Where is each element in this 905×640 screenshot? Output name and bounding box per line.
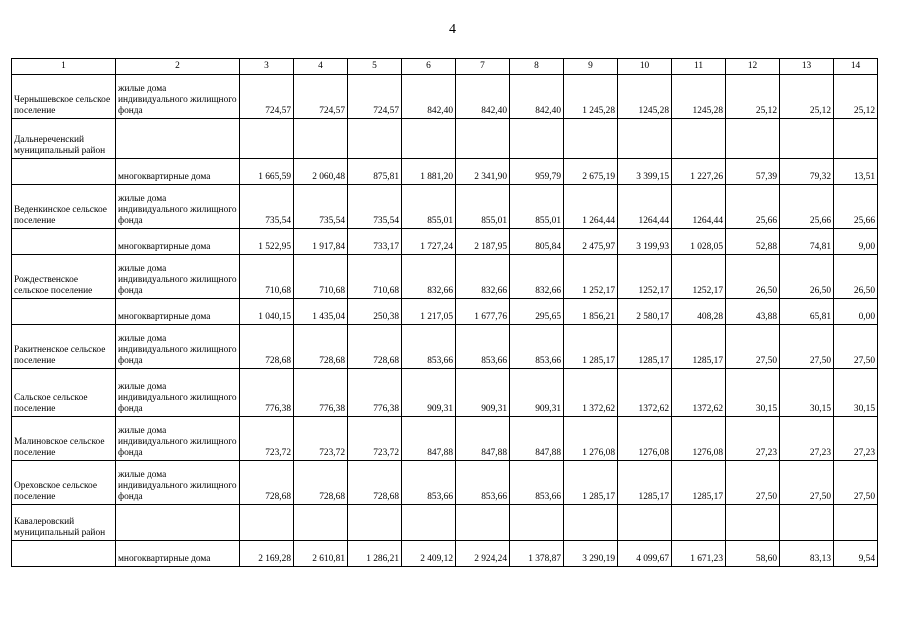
value-cell: 1 264,44 [564, 185, 618, 229]
value-cell: 1285,17 [618, 461, 672, 505]
housing-type-cell: жилые дома индивидуального жилищного фонда [116, 75, 240, 119]
table-row [12, 119, 878, 159]
housing-type-cell: многоквартирные дома [116, 541, 240, 567]
value-cell: 1372,62 [672, 369, 726, 417]
value-cell: 25,12 [780, 75, 834, 119]
value-cell: 728,68 [294, 325, 348, 369]
value-cell: 74,81 [780, 229, 834, 255]
value-cell: 2 060,48 [294, 159, 348, 185]
table-row [12, 299, 878, 325]
value-cell: 847,88 [510, 417, 564, 461]
value-cell: 1 276,08 [564, 417, 618, 461]
value-cell: 1372,62 [618, 369, 672, 417]
value-cell: 723,72 [294, 417, 348, 461]
value-cell: 853,66 [402, 325, 456, 369]
value-cell: 728,68 [240, 461, 294, 505]
value-cell: 1 378,87 [510, 541, 564, 567]
value-cell [456, 119, 510, 159]
value-cell: 2 610,81 [294, 541, 348, 567]
value-cell: 27,50 [780, 461, 834, 505]
header-cell-5: 5 [348, 59, 402, 75]
value-cell: 1 372,62 [564, 369, 618, 417]
value-cell [780, 119, 834, 159]
housing-type-cell: многоквартирные дома [116, 299, 240, 325]
value-cell: 2 341,90 [456, 159, 510, 185]
value-cell: 9,54 [834, 541, 878, 567]
header-cell-13: 13 [780, 59, 834, 75]
value-cell: 724,57 [240, 75, 294, 119]
value-cell: 2 675,19 [564, 159, 618, 185]
value-cell: 1 245,28 [564, 75, 618, 119]
value-cell: 710,68 [348, 255, 402, 299]
header-cell-8: 8 [510, 59, 564, 75]
value-cell: 25,66 [726, 185, 780, 229]
header-cell-14: 14 [834, 59, 878, 75]
table-row [12, 159, 878, 185]
value-cell: 1 677,76 [456, 299, 510, 325]
value-cell: 65,81 [780, 299, 834, 325]
value-cell: 855,01 [402, 185, 456, 229]
settlement-cell [12, 229, 116, 255]
value-cell: 1 671,23 [672, 541, 726, 567]
settlement-cell [12, 299, 116, 325]
value-cell [240, 505, 294, 541]
value-cell: 1276,08 [672, 417, 726, 461]
settlement-cell: Ореховское сельское поселение [12, 461, 116, 505]
value-cell: 30,15 [726, 369, 780, 417]
value-cell [402, 505, 456, 541]
value-cell: 1 881,20 [402, 159, 456, 185]
value-cell: 1 286,21 [348, 541, 402, 567]
housing-type-cell: жилые дома индивидуального жилищного фонда [116, 369, 240, 417]
housing-type-cell: жилые дома индивидуального жилищного фонда [116, 255, 240, 299]
value-cell [672, 119, 726, 159]
housing-type-cell: жилые дома индивидуального жилищного фонда [116, 185, 240, 229]
settlement-cell: Сальское сельское поселение [12, 369, 116, 417]
value-cell [564, 119, 618, 159]
value-cell [510, 505, 564, 541]
value-cell: 27,50 [726, 461, 780, 505]
value-cell: 853,66 [456, 461, 510, 505]
housing-type-cell: жилые дома индивидуального жилищного фонда [116, 417, 240, 461]
value-cell: 2 580,17 [618, 299, 672, 325]
value-cell: 27,23 [834, 417, 878, 461]
value-cell [618, 119, 672, 159]
value-cell [240, 119, 294, 159]
value-cell: 295,65 [510, 299, 564, 325]
table-body [12, 75, 878, 567]
table-row [12, 255, 878, 299]
value-cell: 4 099,67 [618, 541, 672, 567]
value-cell: 1264,44 [672, 185, 726, 229]
value-cell [834, 505, 878, 541]
value-cell: 1252,17 [618, 255, 672, 299]
value-cell: 2 924,24 [456, 541, 510, 567]
value-cell: 408,28 [672, 299, 726, 325]
value-cell: 842,40 [402, 75, 456, 119]
settlement-cell: Чернышевское сельское поселение [12, 75, 116, 119]
header-cell-1: 1 [12, 59, 116, 75]
value-cell: 1276,08 [618, 417, 672, 461]
settlement-cell: Веденкинское сельское поселение [12, 185, 116, 229]
value-cell: 1252,17 [672, 255, 726, 299]
table-row [12, 461, 878, 505]
value-cell: 853,66 [456, 325, 510, 369]
value-cell: 2 409,12 [402, 541, 456, 567]
value-cell [510, 119, 564, 159]
value-cell: 853,66 [402, 461, 456, 505]
value-cell: 1 252,17 [564, 255, 618, 299]
housing-type-cell [116, 505, 240, 541]
value-cell: 847,88 [456, 417, 510, 461]
header-cell-6: 6 [402, 59, 456, 75]
housing-type-cell [116, 119, 240, 159]
value-cell: 1 040,15 [240, 299, 294, 325]
value-cell: 1 522,95 [240, 229, 294, 255]
value-cell: 842,40 [456, 75, 510, 119]
header-row [12, 59, 878, 75]
value-cell: 1 856,21 [564, 299, 618, 325]
value-cell [348, 119, 402, 159]
housing-type-cell: жилые дома индивидуального жилищного фонда [116, 461, 240, 505]
value-cell [294, 119, 348, 159]
value-cell [618, 505, 672, 541]
table-row [12, 75, 878, 119]
value-cell: 2 187,95 [456, 229, 510, 255]
header-cell-10: 10 [618, 59, 672, 75]
settlement-cell: Малиновское сельское поселение [12, 417, 116, 461]
settlement-cell: Ракитненское сельское поселение [12, 325, 116, 369]
value-cell: 25,12 [834, 75, 878, 119]
value-cell [402, 119, 456, 159]
value-cell: 724,57 [348, 75, 402, 119]
value-cell: 1 727,24 [402, 229, 456, 255]
table-row [12, 369, 878, 417]
header-cell-3: 3 [240, 59, 294, 75]
value-cell: 875,81 [348, 159, 402, 185]
value-cell: 27,23 [726, 417, 780, 461]
value-cell: 58,60 [726, 541, 780, 567]
value-cell: 776,38 [294, 369, 348, 417]
value-cell: 776,38 [348, 369, 402, 417]
value-cell: 0,00 [834, 299, 878, 325]
value-cell: 27,50 [834, 461, 878, 505]
value-cell: 9,00 [834, 229, 878, 255]
value-cell: 832,66 [456, 255, 510, 299]
value-cell: 909,31 [510, 369, 564, 417]
table-row [12, 185, 878, 229]
value-cell: 735,54 [240, 185, 294, 229]
value-cell: 25,66 [780, 185, 834, 229]
value-cell: 832,66 [402, 255, 456, 299]
table-header [12, 59, 878, 75]
header-cell-11: 11 [672, 59, 726, 75]
value-cell: 2 169,28 [240, 541, 294, 567]
header-cell-7: 7 [456, 59, 510, 75]
settlement-cell: Рождественское сельское поселение [12, 255, 116, 299]
value-cell: 27,50 [726, 325, 780, 369]
value-cell: 776,38 [240, 369, 294, 417]
value-cell: 1285,17 [672, 461, 726, 505]
value-cell: 735,54 [294, 185, 348, 229]
value-cell: 25,66 [834, 185, 878, 229]
value-cell: 855,01 [456, 185, 510, 229]
housing-type-cell: многоквартирные дома [116, 229, 240, 255]
value-cell: 1245,28 [672, 75, 726, 119]
value-cell [834, 119, 878, 159]
settlement-cell [12, 541, 116, 567]
value-cell: 52,88 [726, 229, 780, 255]
value-cell: 710,68 [240, 255, 294, 299]
value-cell: 1 227,26 [672, 159, 726, 185]
tariff-table [11, 58, 878, 567]
value-cell: 805,84 [510, 229, 564, 255]
value-cell: 26,50 [726, 255, 780, 299]
table-row [12, 505, 878, 541]
value-cell: 909,31 [402, 369, 456, 417]
table-row [12, 229, 878, 255]
value-cell: 853,66 [510, 461, 564, 505]
value-cell: 1 217,05 [402, 299, 456, 325]
value-cell: 1 028,05 [672, 229, 726, 255]
value-cell: 250,38 [348, 299, 402, 325]
value-cell: 735,54 [348, 185, 402, 229]
value-cell [348, 505, 402, 541]
value-cell: 27,50 [780, 325, 834, 369]
value-cell: 724,57 [294, 75, 348, 119]
value-cell: 1 435,04 [294, 299, 348, 325]
table-row [12, 417, 878, 461]
value-cell: 1 285,17 [564, 325, 618, 369]
value-cell [564, 505, 618, 541]
value-cell: 57,39 [726, 159, 780, 185]
value-cell: 3 199,93 [618, 229, 672, 255]
value-cell: 733,17 [348, 229, 402, 255]
value-cell: 26,50 [834, 255, 878, 299]
value-cell: 959,79 [510, 159, 564, 185]
header-cell-12: 12 [726, 59, 780, 75]
value-cell [726, 119, 780, 159]
value-cell: 25,12 [726, 75, 780, 119]
value-cell: 723,72 [348, 417, 402, 461]
value-cell [456, 505, 510, 541]
table-row [12, 325, 878, 369]
value-cell: 3 399,15 [618, 159, 672, 185]
header-cell-2: 2 [116, 59, 240, 75]
value-cell: 30,15 [780, 369, 834, 417]
header-cell-4: 4 [294, 59, 348, 75]
value-cell: 83,13 [780, 541, 834, 567]
value-cell: 1 665,59 [240, 159, 294, 185]
value-cell: 13,51 [834, 159, 878, 185]
settlement-cell: Дальнереченский муниципальный район [12, 119, 116, 159]
value-cell: 847,88 [402, 417, 456, 461]
value-cell: 27,23 [780, 417, 834, 461]
housing-type-cell: многоквартирные дома [116, 159, 240, 185]
value-cell: 728,68 [240, 325, 294, 369]
housing-type-cell: жилые дома индивидуального жилищного фонда [116, 325, 240, 369]
header-cell-9: 9 [564, 59, 618, 75]
value-cell: 832,66 [510, 255, 564, 299]
value-cell: 842,40 [510, 75, 564, 119]
value-cell [780, 505, 834, 541]
value-cell: 26,50 [780, 255, 834, 299]
value-cell [294, 505, 348, 541]
value-cell: 728,68 [348, 325, 402, 369]
value-cell: 27,50 [834, 325, 878, 369]
value-cell: 1245,28 [618, 75, 672, 119]
value-cell: 1 285,17 [564, 461, 618, 505]
value-cell: 728,68 [348, 461, 402, 505]
value-cell: 2 475,97 [564, 229, 618, 255]
value-cell: 1285,17 [618, 325, 672, 369]
value-cell: 3 290,19 [564, 541, 618, 567]
table-row [12, 541, 878, 567]
value-cell: 30,15 [834, 369, 878, 417]
page-number: 4 [449, 22, 456, 37]
value-cell: 855,01 [510, 185, 564, 229]
settlement-cell [12, 159, 116, 185]
value-cell: 909,31 [456, 369, 510, 417]
value-cell [672, 505, 726, 541]
value-cell: 43,88 [726, 299, 780, 325]
value-cell: 728,68 [294, 461, 348, 505]
value-cell: 1285,17 [672, 325, 726, 369]
value-cell: 79,32 [780, 159, 834, 185]
value-cell: 710,68 [294, 255, 348, 299]
value-cell [726, 505, 780, 541]
value-cell: 723,72 [240, 417, 294, 461]
settlement-cell: Кавалеровский муниципальный район [12, 505, 116, 541]
value-cell: 1 917,84 [294, 229, 348, 255]
value-cell: 853,66 [510, 325, 564, 369]
value-cell: 1264,44 [618, 185, 672, 229]
